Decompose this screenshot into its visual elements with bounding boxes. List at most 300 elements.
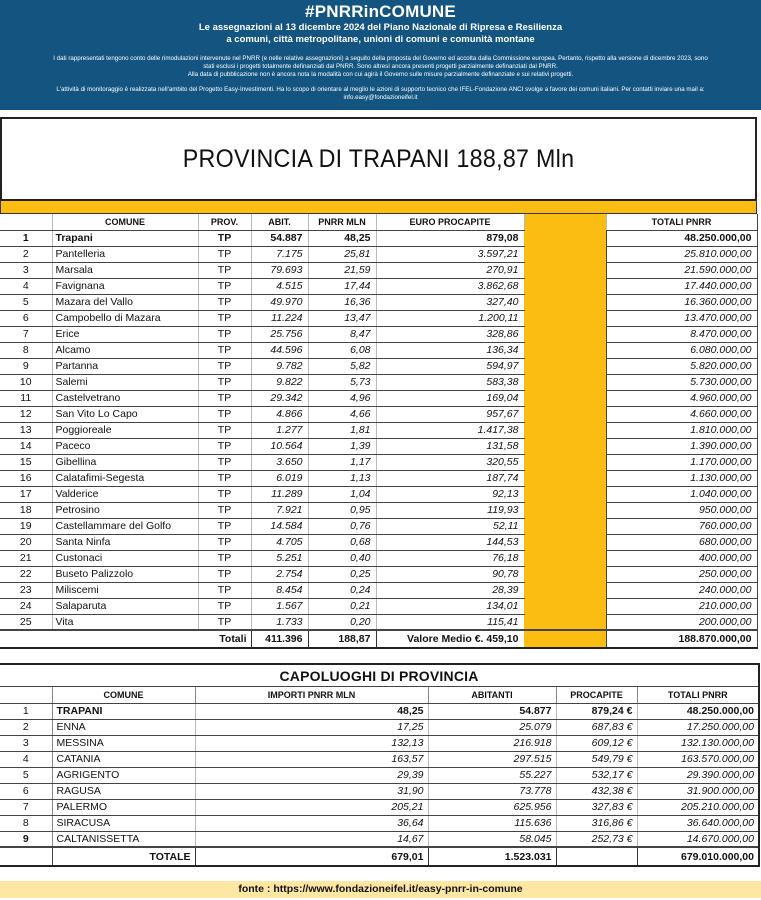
comune-cell: Vita: [52, 614, 198, 630]
procapite-cell: 327,40: [376, 294, 524, 310]
comune-cell: Campobello di Mazara: [52, 310, 198, 326]
pnrr-cell: 0,95: [308, 502, 376, 518]
row-number: 2: [0, 719, 52, 735]
comune-cell: RAGUSA: [52, 783, 195, 799]
totale-cell: 950.000,00: [606, 502, 757, 518]
pnrr-cell: 4,96: [308, 390, 376, 406]
abit-cell: 4.515: [251, 278, 308, 294]
row-number: 6: [0, 783, 52, 799]
totale-cell: 5.820.000,00: [606, 358, 757, 374]
pnrr-cell: 1,17: [308, 454, 376, 470]
table-row: [0, 374, 757, 390]
totale-cell: 8.470.000,00: [606, 326, 757, 342]
gold-spacer: [524, 262, 606, 278]
col-pnrr-mln: PNRR MLN: [308, 214, 376, 230]
gold-spacer: [524, 470, 606, 486]
totale-cell: 205.210.000,00: [637, 799, 758, 815]
row-number: 4: [0, 751, 52, 767]
pnrr-cell: 0,40: [308, 550, 376, 566]
comune-cell: Castellammare del Golfo: [52, 518, 198, 534]
table-row: [0, 735, 758, 751]
table-row: [0, 438, 757, 454]
comune-cell: Mazara del Vallo: [52, 294, 198, 310]
row-number: 2: [0, 246, 52, 262]
procapite-cell: 879,08: [376, 230, 524, 246]
comune-cell: Trapani: [52, 230, 198, 246]
table-row: [0, 454, 757, 470]
abit-cell: 4.705: [251, 534, 308, 550]
table-row: [0, 582, 757, 598]
procapite-cell: 432,38 €: [556, 783, 637, 799]
totale-cell: 1.810.000,00: [606, 422, 757, 438]
procapite-cell: 169,04: [376, 390, 524, 406]
gold-spacer: [524, 614, 606, 630]
col-num: [0, 214, 52, 230]
pnrr-cell: 25,81: [308, 246, 376, 262]
procapite-cell: 144,53: [376, 534, 524, 550]
comune-cell: SIRACUSA: [52, 815, 195, 831]
pnrr-cell: 0,25: [308, 566, 376, 582]
row-number: 17: [0, 486, 52, 502]
procapite-cell: 92,13: [376, 486, 524, 502]
procapite-cell: 136,34: [376, 342, 524, 358]
totale-cell: 1.040.000,00: [606, 486, 757, 502]
gold-spacer: [524, 630, 606, 648]
row-number: 21: [0, 550, 52, 566]
totale-cell: 760.000,00: [606, 518, 757, 534]
procapite-cell: 687,83 €: [556, 719, 637, 735]
procapite-cell: 328,86: [376, 326, 524, 342]
procapite-cell: 327,83 €: [556, 799, 637, 815]
importi-cell: 132,13: [195, 735, 428, 751]
table-header-row: [0, 687, 758, 703]
header-banner: [0, 0, 761, 110]
gold-spacer: [524, 518, 606, 534]
comune-cell: Gibellina: [52, 454, 198, 470]
gold-spacer: [524, 278, 606, 294]
procapite-cell: 76,18: [376, 550, 524, 566]
row-number: 15: [0, 454, 52, 470]
comune-cell: CALTANISSETTA: [52, 831, 195, 847]
row-number: 1: [0, 703, 52, 719]
abitanti-cell: 625.956: [428, 799, 556, 815]
totals-row: [0, 847, 758, 865]
row-number: 5: [0, 767, 52, 783]
totale-cell: 5.730.000,00: [606, 374, 757, 390]
procapite-cell: 1.417,38: [376, 422, 524, 438]
totals-totale: 679.010.000,00: [637, 847, 758, 865]
abitanti-cell: 73.778: [428, 783, 556, 799]
table-row: [0, 751, 758, 767]
prov-cell: TP: [198, 566, 251, 582]
col-totali: TOTALI PNRR: [606, 214, 757, 230]
comune-cell: Favignana: [52, 278, 198, 294]
row-number: 7: [0, 326, 52, 342]
pnrr-cell: 1,81: [308, 422, 376, 438]
procapite-cell: 879,24 €: [556, 703, 637, 719]
comune-cell: PALERMO: [52, 799, 195, 815]
prov-cell: TP: [198, 614, 251, 630]
abit-cell: 9.782: [251, 358, 308, 374]
banner-title: #PNRRinCOMUNE: [305, 2, 456, 21]
comune-cell: Valderice: [52, 486, 198, 502]
pnrr-cell: 0,24: [308, 582, 376, 598]
prov-cell: TP: [198, 326, 251, 342]
abitanti-cell: 55.227: [428, 767, 556, 783]
province-title: PROVINCIA DI TRAPANI 188,87 Mln: [182, 144, 575, 173]
gold-spacer: [524, 486, 606, 502]
comune-cell: Marsala: [52, 262, 198, 278]
col-euro-procapite: EURO PROCAPITE: [376, 214, 524, 230]
gold-spacer: [524, 422, 606, 438]
table-row: [0, 246, 757, 262]
gold-spacer: [524, 502, 606, 518]
pnrr-cell: 0,76: [308, 518, 376, 534]
comune-cell: AGRIGENTO: [52, 767, 195, 783]
totale-cell: 31.900.000,00: [637, 783, 758, 799]
banner-note-2: stati esclusi i progetti totalmente definanziati dal PNRR. Sono altresì ancora presenti progetti parzialmente definanziati dal PNRR.: [203, 63, 558, 70]
procapite-cell: 187,74: [376, 470, 524, 486]
table-row: [0, 783, 758, 799]
gold-spacer: [524, 230, 606, 246]
procapite-cell: 119,93: [376, 502, 524, 518]
procapite-cell: 549,79 €: [556, 751, 637, 767]
province-title-box: [0, 117, 757, 199]
abit-cell: 44.596: [251, 342, 308, 358]
comune-cell: Castelvetrano: [52, 390, 198, 406]
procapite-cell: 316,86 €: [556, 815, 637, 831]
col-prov: PROV.: [198, 214, 251, 230]
row-number: 25: [0, 614, 52, 630]
table-row: [0, 470, 757, 486]
abit-cell: 29.342: [251, 390, 308, 406]
gold-spacer: [524, 326, 606, 342]
abit-cell: 7.921: [251, 502, 308, 518]
pnrr-cell: 0,68: [308, 534, 376, 550]
gold-spacer: [524, 454, 606, 470]
prov-cell: TP: [198, 454, 251, 470]
procapite-cell: 52,11: [376, 518, 524, 534]
totale-cell: 13.470.000,00: [606, 310, 757, 326]
abit-cell: 2.754: [251, 566, 308, 582]
table-row: [0, 719, 758, 735]
table-header-row: [0, 214, 757, 230]
totale-cell: 48.250.000,00: [606, 230, 757, 246]
totals-label: TOTALE: [52, 847, 195, 865]
row-number: 5: [0, 294, 52, 310]
importi-cell: 36,64: [195, 815, 428, 831]
abitanti-cell: 115.636: [428, 815, 556, 831]
comune-cell: Miliscemi: [52, 582, 198, 598]
col-blank: [524, 214, 606, 230]
row-number: 16: [0, 470, 52, 486]
importi-cell: 31,90: [195, 783, 428, 799]
banner-note-3: Alla data di pubblicazione non è ancora nota la modalità con cui agirà il Governo sulle misure parzialmente definanziate e sui relativi progetti.: [187, 71, 574, 78]
row-number: 11: [0, 390, 52, 406]
abit-cell: 54.887: [251, 230, 308, 246]
prov-cell: TP: [198, 294, 251, 310]
totale-cell: 48.250.000,00: [637, 703, 758, 719]
procapite-cell: 583,38: [376, 374, 524, 390]
abit-cell: 5.251: [251, 550, 308, 566]
totals-pnrr: 188,87: [308, 630, 376, 648]
procapite-cell: 131,58: [376, 438, 524, 454]
prov-cell: TP: [198, 230, 251, 246]
importi-cell: 14,67: [195, 831, 428, 847]
banner-contact-email[interactable]: info.easy@fondazioneifel.it: [343, 94, 418, 101]
comune-cell: Buseto Palizzolo: [52, 566, 198, 582]
gold-spacer: [524, 342, 606, 358]
abit-cell: 11.224: [251, 310, 308, 326]
gold-spacer: [524, 246, 606, 262]
table-row: [0, 406, 757, 422]
abit-cell: 6.019: [251, 470, 308, 486]
totale-cell: 17.250.000,00: [637, 719, 758, 735]
row-number: 9: [0, 831, 52, 847]
row-number: 1: [0, 230, 52, 246]
table-row: [0, 534, 757, 550]
pnrr-cell: 0,21: [308, 598, 376, 614]
totale-cell: 1.130.000,00: [606, 470, 757, 486]
totale-cell: 680.000,00: [606, 534, 757, 550]
row-number: 18: [0, 502, 52, 518]
gold-spacer: [524, 358, 606, 374]
gold-spacer: [524, 598, 606, 614]
row-number: 4: [0, 278, 52, 294]
table-row: [0, 486, 757, 502]
table-row: [0, 342, 757, 358]
totals-blank: [0, 847, 52, 865]
abitanti-cell: 216.918: [428, 735, 556, 751]
comune-cell: Calatafimi-Segesta: [52, 470, 198, 486]
procapite-cell: 1.200,11: [376, 310, 524, 326]
gold-spacer: [524, 310, 606, 326]
table-row: [0, 799, 758, 815]
totale-cell: 200.000,00: [606, 614, 757, 630]
gold-spacer: [524, 582, 606, 598]
table-row: [0, 566, 757, 582]
prov-cell: TP: [198, 534, 251, 550]
totale-cell: 14.670.000,00: [637, 831, 758, 847]
comune-cell: Poggioreale: [52, 422, 198, 438]
totals-label: Totali: [0, 630, 251, 648]
comune-cell: Paceco: [52, 438, 198, 454]
gold-spacer: [524, 566, 606, 582]
table-row: [0, 518, 757, 534]
row-number: 23: [0, 582, 52, 598]
totals-totale: 188.870.000,00: [606, 630, 757, 648]
totale-cell: 1.170.000,00: [606, 454, 757, 470]
col-comune: COMUNE: [52, 214, 198, 230]
banner-note-1: I dati rappresentati tengono conto delle rimodulazioni intervenute nel PNRR (e nelle relative assegnazioni) a seguito della proposta del Governo ed accolta dalla Commissione europea. Pertanto, rispetto alla versione di dicembre 2023, sono: [53, 55, 708, 62]
row-number: 9: [0, 358, 52, 374]
pnrr-cell: 0,20: [308, 614, 376, 630]
comune-cell: San Vito Lo Capo: [52, 406, 198, 422]
capoluoghi-section: [0, 663, 760, 867]
abit-cell: 79.693: [251, 262, 308, 278]
totale-cell: 25.810.000,00: [606, 246, 757, 262]
procapite-cell: 28,39: [376, 582, 524, 598]
table-row: [0, 390, 757, 406]
gold-spacer: [524, 534, 606, 550]
importi-cell: 17,25: [195, 719, 428, 735]
comune-cell: Santa Ninfa: [52, 534, 198, 550]
row-number: 14: [0, 438, 52, 454]
prov-cell: TP: [198, 470, 251, 486]
procapite-cell: 957,67: [376, 406, 524, 422]
abitanti-cell: 58.045: [428, 831, 556, 847]
totals-procapite: [556, 847, 637, 865]
abitanti-cell: 297.515: [428, 751, 556, 767]
table-row: [0, 422, 757, 438]
pnrr-cell: 1,13: [308, 470, 376, 486]
prov-cell: TP: [198, 502, 251, 518]
abitanti-cell: 54.877: [428, 703, 556, 719]
prov-cell: TP: [198, 486, 251, 502]
pnrr-cell: 6,08: [308, 342, 376, 358]
pnrr-cell: 17,44: [308, 278, 376, 294]
prov-cell: TP: [198, 278, 251, 294]
importi-cell: 163,57: [195, 751, 428, 767]
pnrr-cell: 21,59: [308, 262, 376, 278]
abit-cell: 7.175: [251, 246, 308, 262]
row-number: 10: [0, 374, 52, 390]
table-row: [0, 326, 757, 342]
procapite-cell: 134,01: [376, 598, 524, 614]
prov-cell: TP: [198, 374, 251, 390]
prov-cell: TP: [198, 310, 251, 326]
capoluoghi-title: CAPOLUOGHI DI PROVINCIA: [0, 665, 758, 687]
pnrr-cell: 5,82: [308, 358, 376, 374]
prov-cell: TP: [198, 246, 251, 262]
comune-cell: MESSINA: [52, 735, 195, 751]
totals-importi: 679,01: [195, 847, 428, 865]
abit-cell: 25.756: [251, 326, 308, 342]
totale-cell: 4.660.000,00: [606, 406, 757, 422]
gold-spacer: [524, 390, 606, 406]
comune-cell: Partanna: [52, 358, 198, 374]
procapite-cell: 270,91: [376, 262, 524, 278]
procapite-cell: 90,78: [376, 566, 524, 582]
prov-cell: TP: [198, 262, 251, 278]
row-number: 8: [0, 815, 52, 831]
banner-note-4: L'attività di monitoraggio è realizzata nell'ambito del Progetto Easy-Investimenti. Ha lo scopo di orientare al meglio le azioni di supporto tecnico che IFEL-Fondazione ANCI svolge a favore dei comuni italiani. Per contatti inviare una mail a:: [56, 86, 705, 93]
totale-cell: 240.000,00: [606, 582, 757, 598]
comune-cell: Erice: [52, 326, 198, 342]
row-number: 13: [0, 422, 52, 438]
abitanti-cell: 25.079: [428, 719, 556, 735]
row-number: 3: [0, 262, 52, 278]
abit-cell: 9.822: [251, 374, 308, 390]
pnrr-cell: 1,04: [308, 486, 376, 502]
abit-cell: 1.567: [251, 598, 308, 614]
table-row: [0, 294, 757, 310]
municipalities-table: [0, 214, 758, 649]
totals-row: [0, 630, 757, 648]
gold-spacer: [524, 374, 606, 390]
prov-cell: TP: [198, 390, 251, 406]
totals-valore-medio: Valore Medio €. 459,10: [376, 630, 524, 648]
row-number: 8: [0, 342, 52, 358]
comune-cell: ENNA: [52, 719, 195, 735]
comune-cell: Alcamo: [52, 342, 198, 358]
totale-cell: 17.440.000,00: [606, 278, 757, 294]
procapite-cell: 252,73 €: [556, 831, 637, 847]
importi-cell: 48,25: [195, 703, 428, 719]
totals-abitanti: 1.523.031: [428, 847, 556, 865]
table-row: [0, 831, 758, 847]
totale-cell: 163.570.000,00: [637, 751, 758, 767]
table-row: [0, 815, 758, 831]
totale-cell: 16.360.000,00: [606, 294, 757, 310]
abit-cell: 1.277: [251, 422, 308, 438]
prov-cell: TP: [198, 358, 251, 374]
row-number: 19: [0, 518, 52, 534]
table-row: [0, 262, 757, 278]
procapite-cell: 532,17 €: [556, 767, 637, 783]
yellow-band: [0, 199, 757, 214]
comune-cell: Pantelleria: [52, 246, 198, 262]
banner-subtitle-1: Le assegnazioni al 13 dicembre 2024 del Piano Nazionale di Ripresa e Resilienza: [198, 22, 563, 33]
gold-spacer: [524, 406, 606, 422]
totale-cell: 6.080.000,00: [606, 342, 757, 358]
table-row: [0, 358, 757, 374]
abit-cell: 14.584: [251, 518, 308, 534]
totale-cell: 36.640.000,00: [637, 815, 758, 831]
pnrr-cell: 48,25: [308, 230, 376, 246]
table-row: [0, 310, 757, 326]
procapite-cell: 3.862,68: [376, 278, 524, 294]
row-number: 7: [0, 799, 52, 815]
procapite-cell: 609,12 €: [556, 735, 637, 751]
table-row: [0, 767, 758, 783]
prov-cell: TP: [198, 438, 251, 454]
gold-spacer: [524, 294, 606, 310]
capoluoghi-table: [0, 687, 758, 865]
row-number: 6: [0, 310, 52, 326]
totale-cell: 4.960.000,00: [606, 390, 757, 406]
col-abitanti: ABITANTI: [428, 687, 556, 703]
comune-cell: Salaparuta: [52, 598, 198, 614]
prov-cell: TP: [198, 342, 251, 358]
procapite-cell: 115,41: [376, 614, 524, 630]
source-link[interactable]: fonte : https://www.fondazioneifel.it/easy-pnrr-in-comune: [0, 881, 761, 898]
row-number: 12: [0, 406, 52, 422]
col-totali: TOTALI PNRR: [637, 687, 758, 703]
col-procapite: PROCAPITE: [556, 687, 637, 703]
comune-cell: Salemi: [52, 374, 198, 390]
pnrr-cell: 5,73: [308, 374, 376, 390]
comune-cell: CATANIA: [52, 751, 195, 767]
totale-cell: 29.390.000,00: [637, 767, 758, 783]
row-number: 22: [0, 566, 52, 582]
abit-cell: 1.733: [251, 614, 308, 630]
table-row: [0, 550, 757, 566]
banner-subtitle-2: a comuni, città metropolitane, unioni di comuni e comunità montane: [226, 34, 535, 45]
totale-cell: 250.000,00: [606, 566, 757, 582]
pnrr-cell: 4,66: [308, 406, 376, 422]
totale-cell: 1.390.000,00: [606, 438, 757, 454]
col-comune: COMUNE: [52, 687, 195, 703]
table-row: [0, 614, 757, 630]
importi-cell: 205,21: [195, 799, 428, 815]
table-row: [0, 278, 757, 294]
abit-cell: 4.866: [251, 406, 308, 422]
totale-cell: 21.590.000,00: [606, 262, 757, 278]
comune-cell: TRAPANI: [52, 703, 195, 719]
totale-cell: 400.000,00: [606, 550, 757, 566]
table-row: [0, 230, 757, 246]
